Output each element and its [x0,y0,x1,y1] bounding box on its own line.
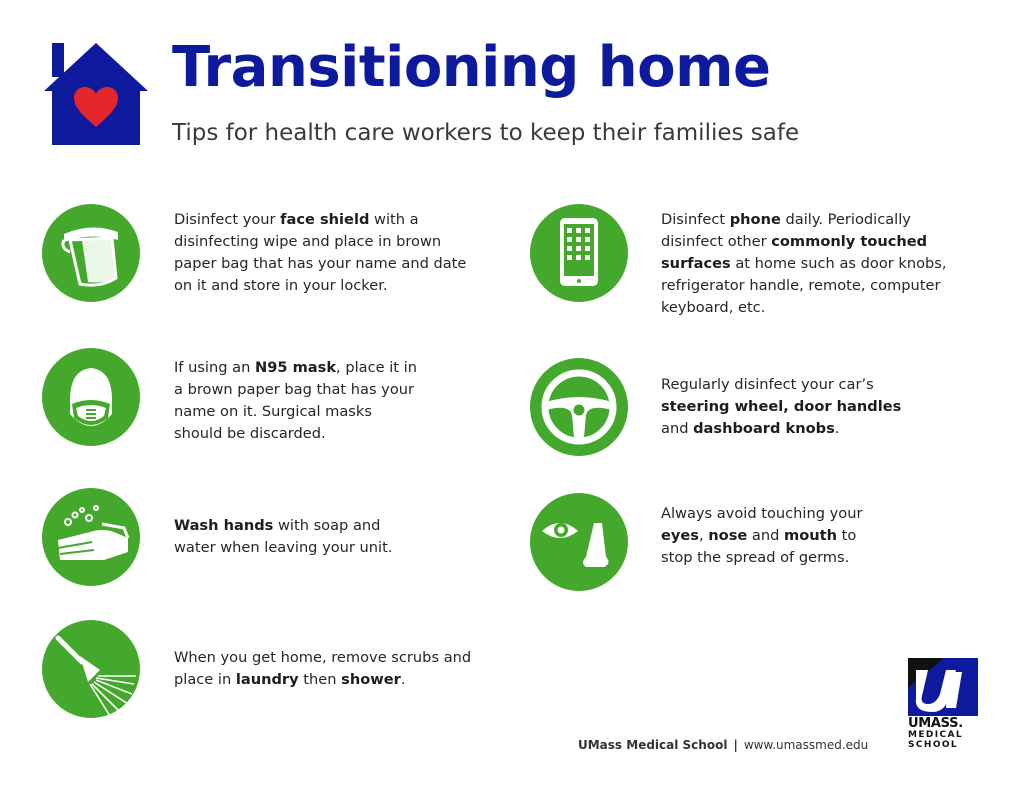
umass-logo-mark-icon [908,658,978,716]
face-shield-icon [42,204,140,302]
footer-separator: | [733,738,738,752]
tip-n95-mask: If using an N95 mask, place it in a brown paper bag that has your name on it. Surgical masks should be discarded. [174,359,417,442]
tip-phone: Disinfect phone daily. Periodically disinfect other commonly touched surfaces at home such as door knobs, refrigerator handle, remote, computer keyboard, etc. [661,211,947,316]
house-heart-icon [42,41,150,145]
logo-line-umass: UMASS. [908,716,963,731]
washing-hands-icon [42,488,140,586]
umass-logo [908,658,980,754]
tip-face-shield: Disinfect your face shield with a disinfecting wipe and place in brown paper bag that has your name and date on it and store in your locker. [174,211,467,294]
logo-line-medical: MEDICAL [908,730,964,740]
eye-nose-icon [530,493,628,591]
footer-school-name: UMass Medical School [578,738,728,752]
page-subtitle: Tips for health care workers to keep their families safe [172,120,800,146]
shower-icon [42,620,140,718]
tip-shower: When you get home, remove scrubs and place in laundry then shower. [174,649,472,688]
steering-wheel-icon [530,358,628,456]
footer-url[interactable]: www.umassmed.edu [743,738,869,752]
tip-face-touching: Always avoid touching your eyes, nose and mouth to stop the spread of germs. [661,505,863,566]
tip-car: Regularly disinfect your car’s steering wheel, door handles and dashboard knobs. [661,376,902,437]
logo-line-school: SCHOOL [908,740,959,750]
page-title: Transitioning home [172,35,771,100]
footer-credit [578,738,868,752]
n95-mask-icon [42,348,140,446]
phone-icon [530,204,628,302]
tip-wash-hands: Wash hands with soap and water when leaving your unit. [174,517,393,556]
